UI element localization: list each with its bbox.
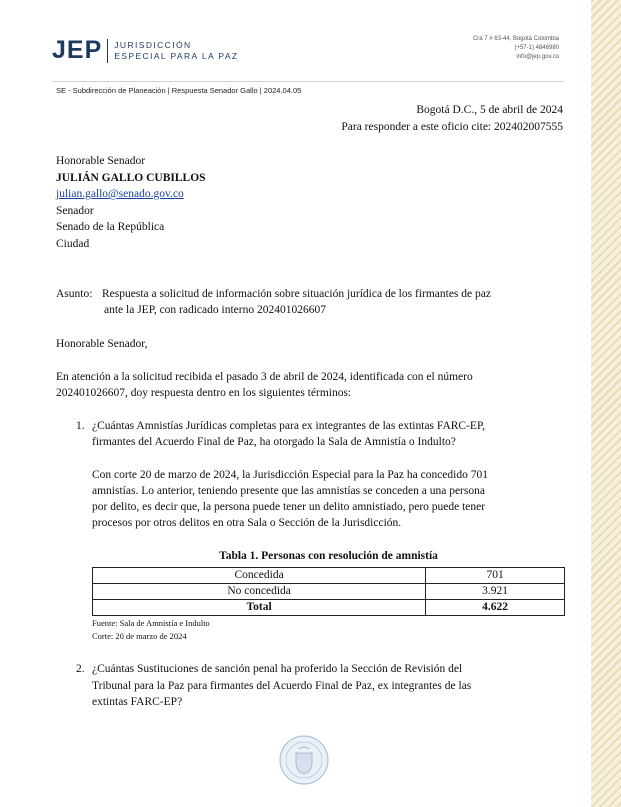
- table-row: [93, 568, 565, 584]
- colombia-seal-icon: [279, 735, 329, 785]
- question-1-number: 1.: [76, 420, 85, 432]
- subject-line-2: ante la JEP, con radicado interno 202401026607: [104, 304, 326, 316]
- addressee-email-link[interactable]: julian.gallo@senado.gov.co: [56, 188, 184, 200]
- addressee-salutation: Honorable Senador: [56, 155, 146, 167]
- logo-divider: [107, 39, 108, 63]
- reference-line: SE - Subdirección de Planeación | Respuesta Senador Gallo | 2024.04.05: [56, 86, 302, 95]
- addressee-city: Ciudad: [56, 238, 90, 250]
- cite-line: Para responder a este oficio cite: 202402007555: [341, 121, 563, 133]
- table-row-total: [93, 600, 565, 616]
- table-cutoff: Corte: 20 de marzo de 2024: [92, 631, 187, 641]
- contact-email: info@jep.gov.co: [516, 54, 559, 60]
- logo-mark: JEP: [52, 36, 103, 64]
- table-source: Fuente: Sala de Amnistía e Indulto: [92, 618, 210, 628]
- table-cell-value: 701: [426, 568, 565, 584]
- table-row: [93, 584, 565, 600]
- jep-logo: [52, 36, 238, 65]
- table-cell-label: Concedida: [93, 568, 426, 584]
- amnesty-table: [92, 567, 565, 616]
- answer-1-line-1: Con corte 20 de marzo de 2024, la Jurisdicción Especial para la Paz ha concedido 701: [92, 469, 488, 481]
- subject-line-1: Respuesta a solicitud de información sobre situación jurídica de los firmantes de paz: [102, 288, 491, 300]
- question-1-line-2: firmantes del Acuerdo Final de Paz, ha otorgado la Sala de Amnistía o Indulto?: [92, 436, 456, 448]
- question-2-number: 2.: [76, 663, 85, 675]
- org-line-1: JURISDICCIÓN: [114, 39, 192, 50]
- question-2-line-1: ¿Cuántas Sustituciones de sanción penal ha proferido la Sección de Revisión del: [92, 663, 463, 675]
- question-2-line-3: extintas FARC-EP?: [92, 696, 183, 708]
- org-line-2: ESPECIAL PARA LA PAZ: [114, 50, 239, 61]
- decorative-border: [591, 0, 621, 807]
- answer-1-line-2: amnistías. Lo anterior, teniendo presente que las amnistías se conceden a una persona: [92, 485, 485, 497]
- table-cell-value: 4.622: [426, 600, 565, 616]
- table-title: Tabla 1. Personas con resolución de amnistía: [219, 550, 438, 562]
- table-cell-label: Total: [93, 600, 426, 616]
- answer-1-line-3: por delito, es decir que, la persona puede tener un delito amnistiado, pero puede tener: [92, 501, 486, 513]
- answer-1-line-4: procesos por otros delitos en otra Sala o Sección de la Jurisdicción.: [92, 517, 402, 529]
- question-1-line-1: ¿Cuántas Amnistías Jurídicas completas para ex integrantes de las extintas FARC-EP,: [92, 420, 485, 432]
- header-divider: [52, 81, 564, 82]
- addressee-role: Senador: [56, 205, 94, 217]
- contact-address: Cra 7 # 63-44, Bogotá Colombia: [472, 36, 559, 42]
- question-2-line-2: Tribunal para la Paz para firmantes del Acuerdo Final de Paz, ex integrantes de las: [92, 680, 472, 692]
- contact-block: [473, 35, 559, 62]
- addressee-institution: Senado de la República: [56, 221, 165, 233]
- table-cell-label: No concedida: [93, 584, 426, 600]
- intro-line-1: En atención a la solicitud recibida el pasado 3 de abril de 2024, identificada con el número: [56, 371, 473, 383]
- logo-org-name: [114, 40, 238, 62]
- intro-line-2: 202401026607, doy respuesta dentro en los siguientes términos:: [56, 387, 352, 399]
- addressee-name: JULIÁN GALLO CUBILLOS: [56, 172, 206, 184]
- table-cell-value: 3.921: [426, 584, 565, 600]
- subject-label: Asunto:: [56, 288, 93, 300]
- greeting: Honorable Senador,: [56, 338, 148, 350]
- date-line: Bogotá D.C., 5 de abril de 2024: [416, 104, 563, 116]
- contact-phone: (+57-1) 4846980: [514, 45, 559, 51]
